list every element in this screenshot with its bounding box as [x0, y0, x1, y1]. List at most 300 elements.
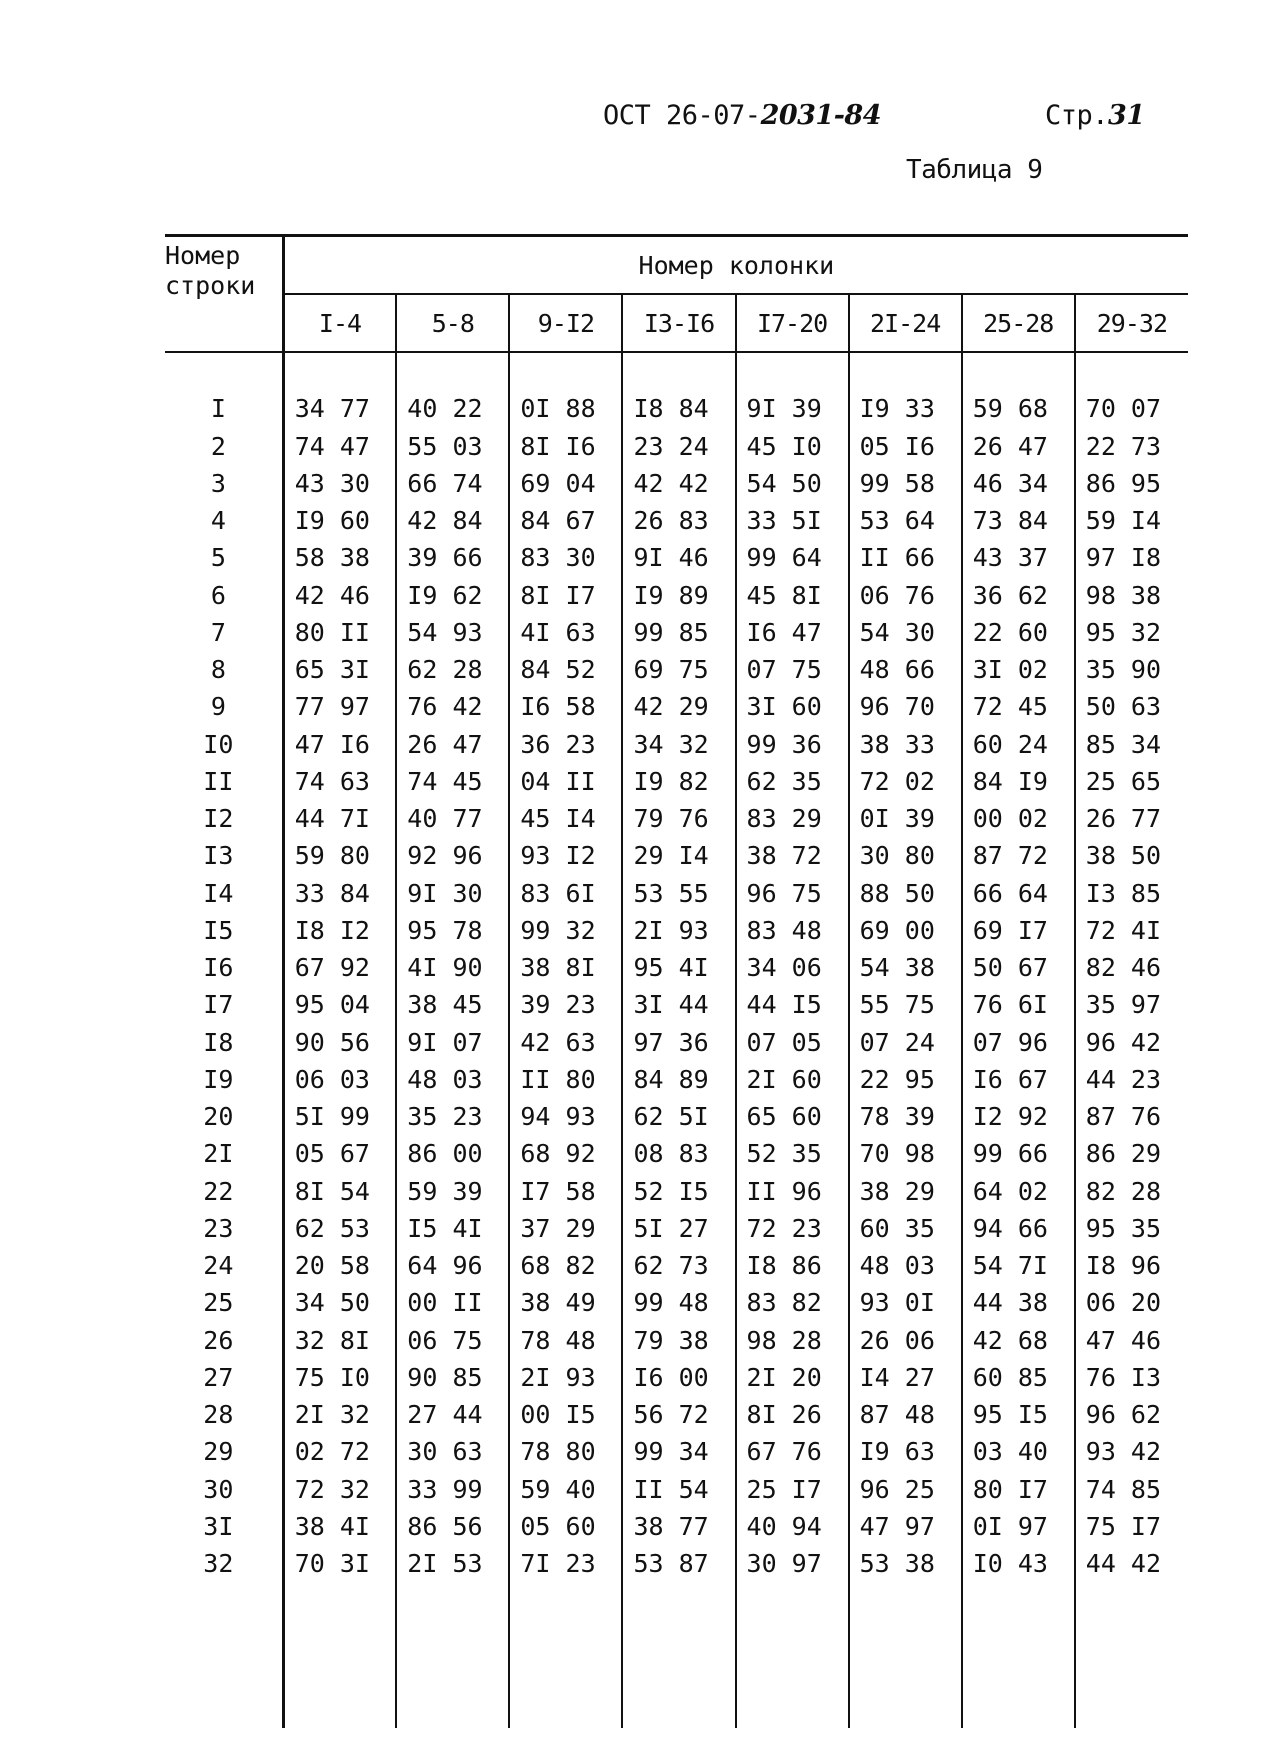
row-number: 4	[210, 506, 226, 536]
table-cell: I7 58	[509, 1173, 622, 1210]
table-cell: 9I 30	[396, 875, 509, 912]
table-cell: 38 4I	[283, 1508, 396, 1545]
table-cell: 06 76	[849, 577, 962, 614]
table-cell: 94 93	[509, 1098, 622, 1135]
table-cell: 54 30	[849, 614, 962, 651]
table-cell: 64 96	[396, 1247, 509, 1284]
table-row	[165, 502, 1188, 539]
table-cell: 95 04	[283, 986, 396, 1023]
table-cell: 5I 99	[283, 1098, 396, 1135]
table-cell: I6 00	[622, 1359, 735, 1396]
table-cell: I6 58	[509, 688, 622, 725]
table-row	[165, 1508, 1188, 1545]
table-cell: 98 38	[1075, 577, 1188, 614]
table-cell: 26 83	[622, 502, 735, 539]
table-cell: 33 99	[396, 1471, 509, 1508]
row-number: 26	[203, 1325, 234, 1355]
table-cell: 87 48	[849, 1396, 962, 1433]
row-number: 32	[203, 1549, 234, 1579]
table-cell: 42 42	[622, 465, 735, 502]
table-cell: I8 86	[736, 1247, 849, 1284]
table-cell: 3I 44	[622, 986, 735, 1023]
table-row	[165, 1545, 1188, 1582]
table-row	[165, 763, 1188, 800]
table-cell: 40 77	[396, 800, 509, 837]
table-cell: 06 03	[283, 1061, 396, 1098]
table-cell: 92 96	[396, 837, 509, 874]
table-cell: 66 74	[396, 465, 509, 502]
table-row	[165, 726, 1188, 763]
table-cell: 99 32	[509, 912, 622, 949]
table-cell: 42 29	[622, 688, 735, 725]
table-cell: 96 70	[849, 688, 962, 725]
empty-cell	[165, 1582, 283, 1728]
table-cell: 79 76	[622, 800, 735, 837]
table-cell: 9I 39	[736, 390, 849, 427]
table-cell: 60 85	[962, 1359, 1075, 1396]
table-cell: 80 I7	[962, 1471, 1075, 1508]
row-number-header-line1: Номер	[165, 241, 241, 270]
table-row	[165, 1173, 1188, 1210]
table-cell: 26 47	[962, 428, 1075, 465]
table-row	[165, 390, 1188, 427]
table-cell: 79 38	[622, 1322, 735, 1359]
spacer-cell	[165, 352, 283, 390]
table-cell: II 80	[509, 1061, 622, 1098]
table-cell: 36 23	[509, 726, 622, 763]
table-cell: I0 43	[962, 1545, 1075, 1582]
table-cell: 69 00	[849, 912, 962, 949]
table-cell: 44 I5	[736, 986, 849, 1023]
table-row	[165, 837, 1188, 874]
table-cell: 35 90	[1075, 651, 1188, 688]
table-cell: 48 66	[849, 651, 962, 688]
table-cell: 55 03	[396, 428, 509, 465]
table-cell: 69 I7	[962, 912, 1075, 949]
table-cell: 07 75	[736, 651, 849, 688]
table-empty-area	[165, 1582, 1188, 1728]
table-cell: 45 I0	[736, 428, 849, 465]
table-cell: 95 32	[1075, 614, 1188, 651]
row-number-header-line2: строки	[165, 271, 256, 300]
table-cell: 42 68	[962, 1322, 1075, 1359]
table-cell: 84 89	[622, 1061, 735, 1098]
table-cell: 48 03	[396, 1061, 509, 1098]
table-row	[165, 1433, 1188, 1470]
table-cell: 34 32	[622, 726, 735, 763]
table-cell: 38 33	[849, 726, 962, 763]
table-cell: 78 80	[509, 1433, 622, 1470]
table-cell: 34 50	[283, 1284, 396, 1321]
table-cell: 64 02	[962, 1173, 1075, 1210]
table-cell: 85 34	[1075, 726, 1188, 763]
table-cell: 42 63	[509, 1024, 622, 1061]
page-label-printed: Стр.	[1045, 100, 1109, 131]
table-cell: 40 94	[736, 1508, 849, 1545]
table-cell: 3I 02	[962, 651, 1075, 688]
table-cell: 38 29	[849, 1173, 962, 1210]
empty-cell	[736, 1582, 849, 1728]
table-cell: 68 82	[509, 1247, 622, 1284]
row-number: I3	[203, 841, 234, 871]
table-cell: 33 5I	[736, 502, 849, 539]
empty-cell	[849, 1582, 962, 1728]
empty-cell	[283, 1582, 396, 1728]
row-number: II	[203, 766, 234, 796]
table-cell: 9I 07	[396, 1024, 509, 1061]
table-cell: 74 47	[283, 428, 396, 465]
table-cell: 62 5I	[622, 1098, 735, 1135]
table-cell: 07 24	[849, 1024, 962, 1061]
table-row	[165, 577, 1188, 614]
table-cell: 30 97	[736, 1545, 849, 1582]
table-cell: 74 45	[396, 763, 509, 800]
table-row	[165, 949, 1188, 986]
table-cell: 05 67	[283, 1135, 396, 1172]
empty-cell	[509, 1582, 622, 1728]
table-cell: 95 I5	[962, 1396, 1075, 1433]
spacer-cell	[736, 352, 849, 390]
table-cell: 99 64	[736, 539, 849, 576]
row-number: 2I	[203, 1139, 234, 1169]
spacer-cell	[509, 352, 622, 390]
table-cell: 83 30	[509, 539, 622, 576]
table-cell: 2I 60	[736, 1061, 849, 1098]
random-number-table	[165, 234, 1188, 1728]
table-row	[165, 428, 1188, 465]
table-cell: 88 50	[849, 875, 962, 912]
table-cell: 58 38	[283, 539, 396, 576]
table-cell: 90 85	[396, 1359, 509, 1396]
table-cell: 82 46	[1075, 949, 1188, 986]
column-group-header: I-4	[283, 294, 396, 352]
table-cell: 4I 63	[509, 614, 622, 651]
row-number: 29	[203, 1437, 234, 1467]
row-number: 5	[210, 543, 226, 573]
row-number: 28	[203, 1400, 234, 1430]
table-cell: 52 35	[736, 1135, 849, 1172]
table-cell: 40 22	[396, 390, 509, 427]
table-cell: 06 75	[396, 1322, 509, 1359]
table-cell: 95 35	[1075, 1210, 1188, 1247]
table-cell: 83 29	[736, 800, 849, 837]
row-number: 24	[203, 1251, 234, 1281]
table-body	[165, 352, 1188, 1728]
table-cell: I6 67	[962, 1061, 1075, 1098]
table-cell: 98 28	[736, 1322, 849, 1359]
column-group-header: 29-32	[1075, 294, 1188, 352]
spacer-cell	[396, 352, 509, 390]
table-cell: 47 I6	[283, 726, 396, 763]
table-cell: 62 28	[396, 651, 509, 688]
table-cell: I4 27	[849, 1359, 962, 1396]
table-cell: 69 75	[622, 651, 735, 688]
table-cell: 93 I2	[509, 837, 622, 874]
row-number: 22	[203, 1176, 234, 1206]
table-cell: 38 49	[509, 1284, 622, 1321]
table-row	[165, 1024, 1188, 1061]
column-group-header-row	[165, 294, 1188, 352]
table-cell: 54 93	[396, 614, 509, 651]
table-cell: 87 72	[962, 837, 1075, 874]
row-number: I4	[203, 878, 234, 908]
table-cell: 72 02	[849, 763, 962, 800]
table-cell: 34 77	[283, 390, 396, 427]
table-row	[165, 875, 1188, 912]
table-cell: 35 23	[396, 1098, 509, 1135]
table-cell: 05 60	[509, 1508, 622, 1545]
table-cell: 53 38	[849, 1545, 962, 1582]
table-cell: 25 I7	[736, 1471, 849, 1508]
row-number: I	[210, 394, 226, 424]
table-spacer-row	[165, 352, 1188, 390]
table-cell: 93 0I	[849, 1284, 962, 1321]
table-cell: 08 83	[622, 1135, 735, 1172]
table-cell: 65 60	[736, 1098, 849, 1135]
table-cell: 83 48	[736, 912, 849, 949]
table-cell: 72 45	[962, 688, 1075, 725]
table-cell: 0I 39	[849, 800, 962, 837]
table-cell: 7I 23	[509, 1545, 622, 1582]
column-group-header: I3-I6	[622, 294, 735, 352]
table-cell: 9I 46	[622, 539, 735, 576]
column-group-header: 2I-24	[849, 294, 962, 352]
table-cell: 05 I6	[849, 428, 962, 465]
table-cell: 78 48	[509, 1322, 622, 1359]
empty-cell	[396, 1582, 509, 1728]
table-row	[165, 1284, 1188, 1321]
table-row	[165, 800, 1188, 837]
table-row	[165, 1135, 1188, 1172]
table-cell: 2I 93	[622, 912, 735, 949]
table-cell: 07 05	[736, 1024, 849, 1061]
table-cell: 0I 88	[509, 390, 622, 427]
table-cell: 87 76	[1075, 1098, 1188, 1135]
document-code-handwritten: 2031-84	[760, 100, 881, 131]
row-number: I0	[203, 729, 234, 759]
table-cell: 29 I4	[622, 837, 735, 874]
table-cell: 70 3I	[283, 1545, 396, 1582]
table-cell: 2I 93	[509, 1359, 622, 1396]
table-cell: 72 23	[736, 1210, 849, 1247]
table-cell: 00 II	[396, 1284, 509, 1321]
table-cell: I5 4I	[396, 1210, 509, 1247]
table-cell: I9 62	[396, 577, 509, 614]
table-cell: 78 39	[849, 1098, 962, 1135]
table-cell: 47 46	[1075, 1322, 1188, 1359]
table-cell: I9 89	[622, 577, 735, 614]
table-cell: I9 82	[622, 763, 735, 800]
column-group-header: 25-28	[962, 294, 1075, 352]
row-number: 6	[210, 580, 226, 610]
table-cell: 72 4I	[1075, 912, 1188, 949]
table-title: Таблица 9	[906, 155, 1043, 185]
table-row	[165, 1396, 1188, 1433]
table-cell: 30 63	[396, 1433, 509, 1470]
row-number: 8	[210, 655, 226, 685]
table-cell: 39 23	[509, 986, 622, 1023]
table-row	[165, 1210, 1188, 1247]
table-cell: 59 39	[396, 1173, 509, 1210]
spacer-cell	[849, 352, 962, 390]
spacer-cell	[622, 352, 735, 390]
table-cell: 95 4I	[622, 949, 735, 986]
table-cell: 35 97	[1075, 986, 1188, 1023]
table-cell: I6 47	[736, 614, 849, 651]
table-row	[165, 1098, 1188, 1135]
table-cell: 26 06	[849, 1322, 962, 1359]
table-cell: 42 84	[396, 502, 509, 539]
row-number: 25	[203, 1288, 234, 1318]
table-cell: 99 36	[736, 726, 849, 763]
table-cell: 72 32	[283, 1471, 396, 1508]
table-cell: I2 92	[962, 1098, 1075, 1135]
table-cell: 70 07	[1075, 390, 1188, 427]
table-cell: 62 73	[622, 1247, 735, 1284]
row-number: 23	[203, 1213, 234, 1243]
table-cell: 83 82	[736, 1284, 849, 1321]
table-cell: 44 23	[1075, 1061, 1188, 1098]
table-cell: 26 47	[396, 726, 509, 763]
table-cell: 97 I8	[1075, 539, 1188, 576]
table-cell: 32 8I	[283, 1322, 396, 1359]
table-row	[165, 465, 1188, 502]
table-cell: 59 40	[509, 1471, 622, 1508]
table-cell: 45 8I	[736, 577, 849, 614]
table-cell: 23 24	[622, 428, 735, 465]
table-cell: 36 62	[962, 577, 1075, 614]
table-cell: 97 36	[622, 1024, 735, 1061]
row-number: 9	[210, 692, 226, 722]
table-cell: 67 76	[736, 1433, 849, 1470]
table-cell: 30 80	[849, 837, 962, 874]
row-number: 3I	[203, 1511, 234, 1541]
table-cell: 5I 27	[622, 1210, 735, 1247]
table-cell: 25 65	[1075, 763, 1188, 800]
table-cell: 38 72	[736, 837, 849, 874]
table-cell: 38 8I	[509, 949, 622, 986]
row-number: 20	[203, 1102, 234, 1132]
table-cell: 93 42	[1075, 1433, 1188, 1470]
table-cell: I9 63	[849, 1433, 962, 1470]
table-cell: 82 28	[1075, 1173, 1188, 1210]
row-number: I7	[203, 990, 234, 1020]
document-code	[603, 100, 881, 131]
table-cell: 8I I6	[509, 428, 622, 465]
table-cell: 03 40	[962, 1433, 1075, 1470]
column-group-header: I7-20	[736, 294, 849, 352]
table-cell: 07 96	[962, 1024, 1075, 1061]
table-cell: 44 42	[1075, 1545, 1188, 1582]
table-cell: 86 56	[396, 1508, 509, 1545]
table-cell: 43 30	[283, 465, 396, 502]
table-cell: 50 63	[1075, 688, 1188, 725]
spacer-cell	[962, 352, 1075, 390]
table-cell: I9 33	[849, 390, 962, 427]
table-cell: 43 37	[962, 539, 1075, 576]
table-cell: 94 66	[962, 1210, 1075, 1247]
table-cell: 26 77	[1075, 800, 1188, 837]
table-cell: 2I 53	[396, 1545, 509, 1582]
table-cell: 84 52	[509, 651, 622, 688]
table-cell: 46 34	[962, 465, 1075, 502]
table-row	[165, 1359, 1188, 1396]
table-cell: 95 78	[396, 912, 509, 949]
table-cell: 77 97	[283, 688, 396, 725]
row-number-header	[165, 236, 283, 353]
table-cell: 54 7I	[962, 1247, 1075, 1284]
table-cell: 99 85	[622, 614, 735, 651]
table-cell: 76 I3	[1075, 1359, 1188, 1396]
table-cell: 74 63	[283, 763, 396, 800]
table-cell: 47 97	[849, 1508, 962, 1545]
table-cell: 86 95	[1075, 465, 1188, 502]
table-cell: 55 75	[849, 986, 962, 1023]
table-cell: 96 42	[1075, 1024, 1188, 1061]
table-cell: 53 87	[622, 1545, 735, 1582]
table-cell: 2I 32	[283, 1396, 396, 1433]
table-cell: 22 73	[1075, 428, 1188, 465]
table-cell: 20 58	[283, 1247, 396, 1284]
spacer-cell	[283, 352, 396, 390]
table-cell: 22 60	[962, 614, 1075, 651]
table-row	[165, 1322, 1188, 1359]
table-cell: 90 56	[283, 1024, 396, 1061]
table-cell: 00 02	[962, 800, 1075, 837]
table-cell: 62 53	[283, 1210, 396, 1247]
table-row	[165, 912, 1188, 949]
table-cell: 96 25	[849, 1471, 962, 1508]
table-cell: 76 42	[396, 688, 509, 725]
table-row	[165, 1061, 1188, 1098]
row-number: 2	[210, 431, 226, 461]
table-cell: 73 84	[962, 502, 1075, 539]
table-row	[165, 1247, 1188, 1284]
table-cell: 54 50	[736, 465, 849, 502]
table-cell: 69 04	[509, 465, 622, 502]
table-cell: I3 85	[1075, 875, 1188, 912]
table-cell: 06 20	[1075, 1284, 1188, 1321]
row-number: I9	[203, 1064, 234, 1094]
table-cell: 44 7I	[283, 800, 396, 837]
table-cell: 76 6I	[962, 986, 1075, 1023]
table-cell: 45 I4	[509, 800, 622, 837]
table-cell: 59 68	[962, 390, 1075, 427]
table-cell: 33 84	[283, 875, 396, 912]
table-cell: 62 35	[736, 763, 849, 800]
spacer-cell	[1075, 352, 1188, 390]
document-code-printed: ОСТ 26-07-	[603, 100, 761, 131]
table-cell: 38 77	[622, 1508, 735, 1545]
column-number-header: Номер колонки	[283, 236, 1188, 295]
table-cell: 48 03	[849, 1247, 962, 1284]
table-cell: 75 I0	[283, 1359, 396, 1396]
table-cell: II 96	[736, 1173, 849, 1210]
page-number-handwritten: 31	[1108, 100, 1145, 131]
empty-cell	[962, 1582, 1075, 1728]
row-number: 27	[203, 1362, 234, 1392]
table-cell: 27 44	[396, 1396, 509, 1433]
empty-cell	[622, 1582, 735, 1728]
row-number: 3	[210, 468, 226, 498]
table-row	[165, 986, 1188, 1023]
table-cell: I8 96	[1075, 1247, 1188, 1284]
row-number: I8	[203, 1027, 234, 1057]
row-number: 7	[210, 617, 226, 647]
table-cell: 8I I7	[509, 577, 622, 614]
table-cell: 34 06	[736, 949, 849, 986]
table-cell: 60 35	[849, 1210, 962, 1247]
